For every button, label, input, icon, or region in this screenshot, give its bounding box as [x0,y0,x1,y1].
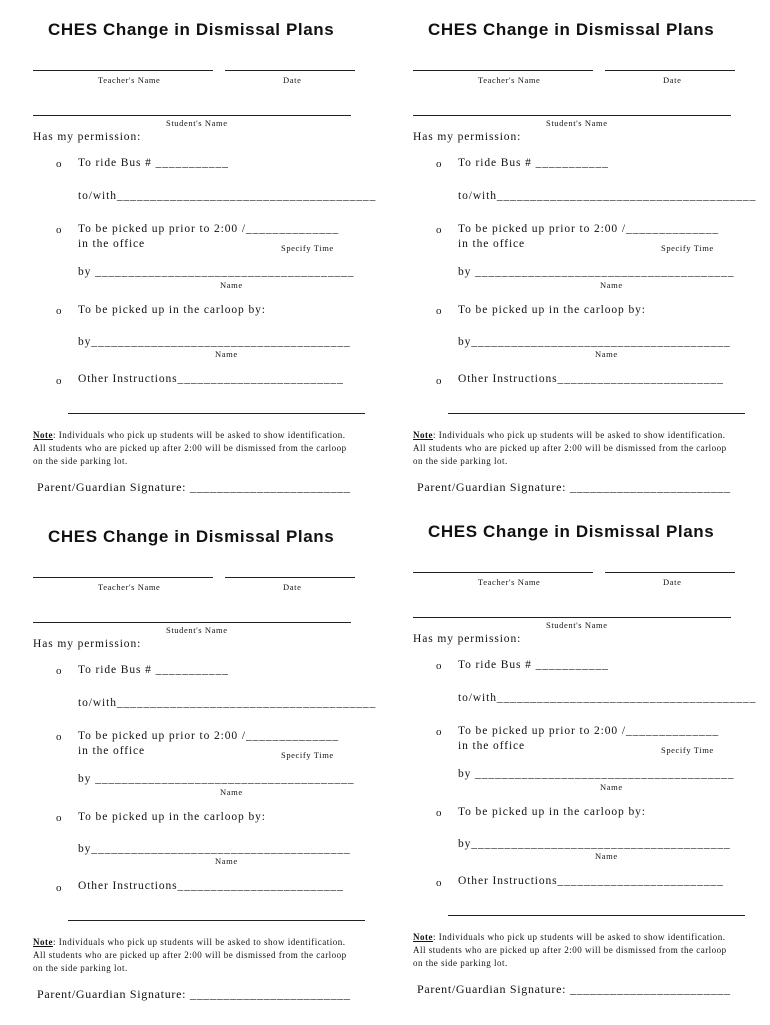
carloop-by-field[interactable]: by_______________________________________ [78,843,351,855]
carloop-text: To be picked up in the carloop by: [458,806,646,818]
note-text [33,936,348,975]
specify-time-label: Specify Time [281,750,334,760]
note-body: : Individuals who pick up students will be asked to show identification. All students who are picked up after 2:00 will be dismissed from the carloop on the side parking lot. [413,430,727,466]
carloop-by-field[interactable]: by_______________________________________ [458,336,731,348]
name-label: Name [600,280,623,290]
picked-prior-field[interactable]: To be picked up prior to 2:00 /______________ [458,223,720,235]
date-label: Date [283,582,302,592]
student-name-label: Student's Name [166,118,228,128]
note-body: : Individuals who pick up students will be asked to show identification. All students who are picked up after 2:00 will be dismissed from the carloop on the side parking lot. [33,430,347,466]
note-label: Note [33,430,53,440]
name-label: Name [595,349,618,359]
other-instructions-field[interactable]: Other Instructions_________________________ [78,373,344,385]
note-text [413,931,728,970]
note-text [413,429,728,468]
bullet-icon: o [56,305,62,317]
teacher-name-label: Teacher's Name [98,582,161,592]
picked-prior-field[interactable]: To be picked up prior to 2:00 /______________ [78,730,340,742]
teacher-name-line[interactable] [413,70,593,71]
name-label: Name [600,782,623,792]
pickup-by-field[interactable]: by _______________________________________ [78,773,355,785]
to-with-field[interactable]: to/with_______________________________________ [458,692,757,704]
permission-text: Has my permission: [413,633,522,645]
to-with-field[interactable]: to/with_______________________________________ [458,190,757,202]
bullet-icon: o [436,807,442,819]
carloop-text: To be picked up in the carloop by: [78,811,266,823]
carloop-text: To be picked up in the carloop by: [78,304,266,316]
other-instructions-field[interactable]: Other Instructions_________________________ [458,875,724,887]
date-label: Date [663,577,682,587]
student-name-line[interactable] [413,115,731,116]
bullet-icon: o [436,224,442,236]
in-office-text: in the office [78,238,146,250]
picked-prior-field[interactable]: To be picked up prior to 2:00 /______________ [78,223,340,235]
teacher-name-label: Teacher's Name [478,75,541,85]
date-line[interactable] [225,577,355,578]
to-with-field[interactable]: to/with_______________________________________ [78,190,377,202]
specify-time-label: Specify Time [281,243,334,253]
dismissal-form-top-left [33,18,378,518]
bullet-icon: o [436,305,442,317]
name-label: Name [595,851,618,861]
teacher-name-line[interactable] [413,572,593,573]
other-instructions-line[interactable] [68,413,365,414]
signature-field[interactable]: Parent/Guardian Signature: ________________________ [37,480,351,494]
date-label: Date [283,75,302,85]
dismissal-form-bottom-right [413,520,758,1020]
student-name-label: Student's Name [546,620,608,630]
dismissal-form-bottom-left [33,525,378,1025]
date-line[interactable] [605,70,735,71]
permission-text: Has my permission: [33,131,142,143]
other-instructions-line[interactable] [448,915,745,916]
specify-time-label: Specify Time [661,745,714,755]
bullet-icon: o [436,877,442,889]
bullet-icon: o [436,726,442,738]
permission-text: Has my permission: [33,638,142,650]
note-text [33,429,348,468]
signature-field[interactable]: Parent/Guardian Signature: ________________________ [417,982,731,996]
teacher-name-label: Teacher's Name [478,577,541,587]
ride-bus-field[interactable]: To ride Bus # ___________ [78,664,229,676]
teacher-name-label: Teacher's Name [98,75,161,85]
date-label: Date [663,75,682,85]
other-instructions-field[interactable]: Other Instructions_________________________ [78,880,344,892]
note-body: : Individuals who pick up students will be asked to show identification. All students who are picked up after 2:00 will be dismissed from the carloop on the side parking lot. [413,932,727,968]
pickup-by-field[interactable]: by _______________________________________ [78,266,355,278]
name-label: Name [215,349,238,359]
note-label: Note [33,937,53,947]
student-name-line[interactable] [413,617,731,618]
bullet-icon: o [56,665,62,677]
student-name-line[interactable] [33,622,351,623]
pickup-by-field[interactable]: by _______________________________________ [458,768,735,780]
bullet-icon: o [56,812,62,824]
pickup-by-field[interactable]: by _______________________________________ [458,266,735,278]
student-name-label: Student's Name [166,625,228,635]
teacher-name-line[interactable] [33,577,213,578]
carloop-text: To be picked up in the carloop by: [458,304,646,316]
date-line[interactable] [225,70,355,71]
picked-prior-field[interactable]: To be picked up prior to 2:00 /______________ [458,725,720,737]
bullet-icon: o [56,158,62,170]
other-instructions-field[interactable]: Other Instructions_________________________ [458,373,724,385]
student-name-line[interactable] [33,115,351,116]
to-with-field[interactable]: to/with_______________________________________ [78,697,377,709]
ride-bus-field[interactable]: To ride Bus # ___________ [458,659,609,671]
bullet-icon: o [436,660,442,672]
in-office-text: in the office [458,238,526,250]
signature-field[interactable]: Parent/Guardian Signature: ________________________ [417,480,731,494]
in-office-text: in the office [78,745,146,757]
bullet-icon: o [56,224,62,236]
name-label: Name [220,787,243,797]
name-label: Name [220,280,243,290]
dismissal-form-top-right [413,18,758,518]
bullet-icon: o [436,375,442,387]
form-title: CHES Change in Dismissal Plans [428,20,715,39]
carloop-by-field[interactable]: by_______________________________________ [458,838,731,850]
form-title: CHES Change in Dismissal Plans [48,527,335,546]
name-label: Name [215,856,238,866]
other-instructions-line[interactable] [448,413,745,414]
note-body: : Individuals who pick up students will be asked to show identification. All students who are picked up after 2:00 will be dismissed from the carloop on the side parking lot. [33,937,347,973]
bullet-icon: o [56,375,62,387]
student-name-label: Student's Name [546,118,608,128]
date-line[interactable] [605,572,735,573]
bullet-icon: o [436,158,442,170]
specify-time-label: Specify Time [661,243,714,253]
bullet-icon: o [56,882,62,894]
carloop-by-field[interactable]: by_______________________________________ [78,336,351,348]
note-label: Note [413,430,433,440]
ride-bus-field[interactable]: To ride Bus # ___________ [458,157,609,169]
form-title: CHES Change in Dismissal Plans [48,20,335,39]
permission-text: Has my permission: [413,131,522,143]
teacher-name-line[interactable] [33,70,213,71]
in-office-text: in the office [458,740,526,752]
note-label: Note [413,932,433,942]
ride-bus-field[interactable]: To ride Bus # ___________ [78,157,229,169]
bullet-icon: o [56,731,62,743]
signature-field[interactable]: Parent/Guardian Signature: ________________________ [37,987,351,1001]
other-instructions-line[interactable] [68,920,365,921]
form-title: CHES Change in Dismissal Plans [428,522,715,541]
